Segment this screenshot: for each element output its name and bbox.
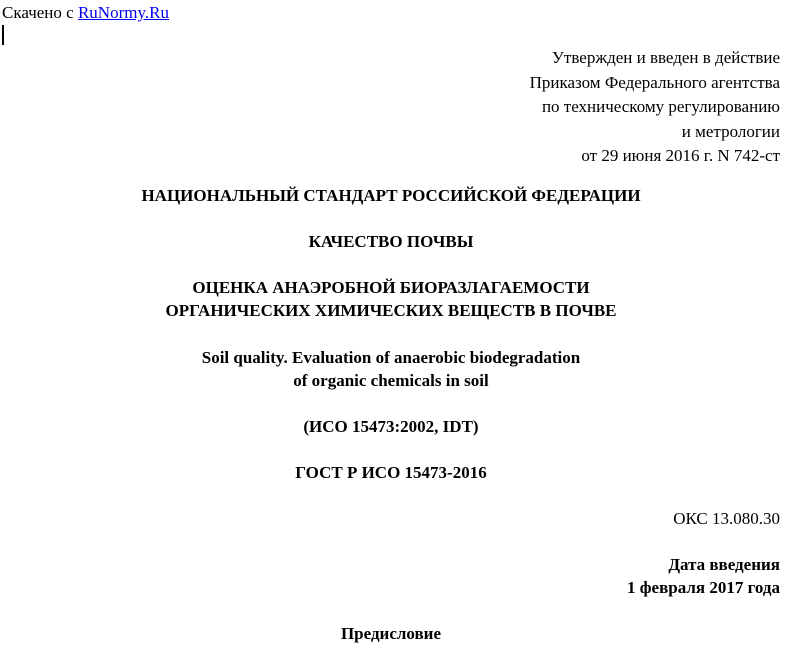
title-ru-line-2: ОРГАНИЧЕСКИХ ХИМИЧЕСКИХ ВЕЩЕСТВ В ПОЧВЕ	[165, 301, 617, 320]
gost-code: ГОСТ Р ИСО 15473-2016	[295, 463, 487, 482]
foreword-heading: Предисловие	[340, 624, 442, 643]
oks-code: ОКС 13.080.30	[673, 509, 780, 528]
approval-line-2: Приказом Федерального агентства	[529, 72, 780, 92]
title-en-line-2: of organic chemicals in soil	[293, 371, 489, 390]
standard-type-heading: НАЦИОНАЛЬНЫЙ СТАНДАРТ РОССИЙСКОЙ ФЕДЕРАЦИИ	[141, 186, 641, 205]
topic-heading: КАЧЕСТВО ПОЧВЫ	[308, 232, 474, 251]
source-line	[2, 3, 169, 23]
title-ru-line-1: ОЦЕНКА АНАЭРОБНОЙ БИОРАЗЛАГАЕМОСТИ	[192, 278, 590, 297]
iso-reference: (ИСО 15473:2002, IDT)	[303, 417, 479, 436]
approval-line-1: Утвержден и введен в действие	[551, 48, 780, 67]
introduction-date-label: Дата введения	[668, 555, 780, 574]
approval-line-3: по техническому регулированию	[541, 97, 780, 116]
approval-block	[530, 46, 780, 169]
source-link[interactable]: RuNormy.Ru	[77, 3, 169, 22]
source-prefix: Скачено с	[2, 3, 78, 22]
approval-line-5: от 29 июня 2016 г. N 742-ст	[581, 146, 780, 165]
title-en-line-1: Soil quality. Evaluation of anaerobic biodegradation	[201, 348, 581, 367]
introduction-date: 1 февраля 2017 года	[627, 578, 780, 597]
approval-line-4: и метрологии	[681, 121, 780, 141]
text-cursor	[2, 25, 4, 45]
